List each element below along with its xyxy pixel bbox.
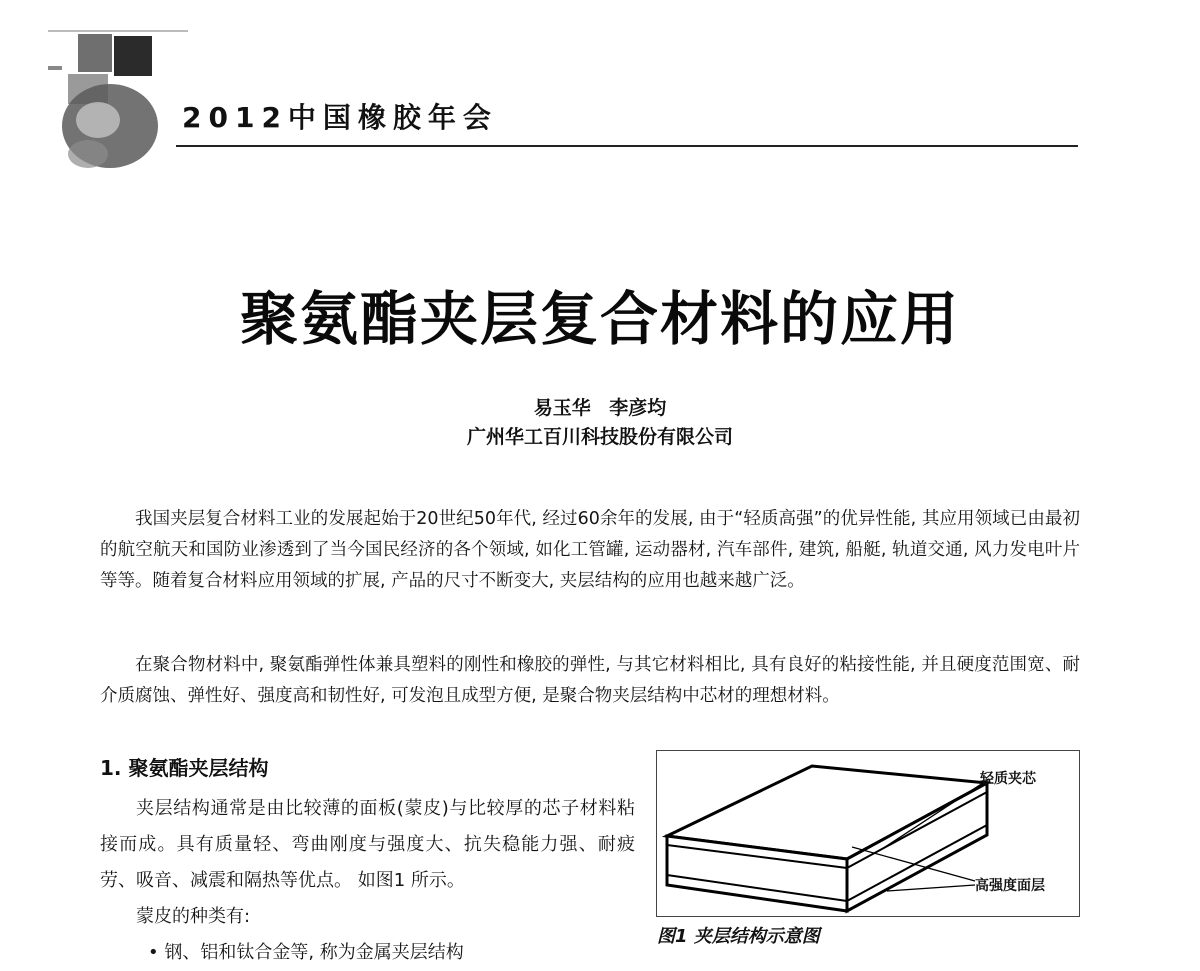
list-item: • 钢、铝和钛合金等, 称为金属夹层结构 (148, 942, 464, 963)
paper-title: 聚氨酯夹层复合材料的应用 (239, 285, 960, 353)
intro-paragraph: 我国夹层复合材料工业的发展起始于20世纪50年代, 经过60余年的发展, 由于“轻质高强”的优异性能, 其应用领域已由最初的航空航天和国防业渗透到了当今国民经济的各个领域, 如化工管罐, 运动器材, 汽车部件, 建筑, 船艇, 轨道交通, 风力发电叶片等等。随着复合材料应用领域的扩展, 产品的尺寸不断变大, 夹层结构的应用也越来越广泛。 (100, 509, 1080, 591)
figure-label-face: 高强度面层 (975, 878, 1045, 894)
figure-label-core: 轻质夹芯 (980, 771, 1036, 787)
affiliation: 广州华工百川科技股份有限公司 (466, 426, 733, 448)
authors: 易玉华 李彦均 (533, 397, 667, 419)
section-paragraph: 蒙皮的种类有: (136, 906, 251, 927)
section-heading: 1. 聚氨酯夹层结构 (100, 756, 269, 780)
figure-caption: 图1 夹层结构示意图 (657, 926, 820, 947)
intro-paragraph: 在聚合物材料中, 聚氨酯弹性体兼具塑料的刚性和橡胶的弹性, 与其它材料相比, 具有良好的粘接性能, 并且硬度范围宽、耐介质腐蚀、弹性好、强度高和韧性好, 可发泡且成型方便, 是聚合物夹层结构中芯材的理想材料。 (100, 655, 1080, 706)
sandwich-structure-figure (656, 750, 1080, 917)
header-divider (176, 145, 1078, 147)
header-decoration (48, 26, 198, 186)
section-paragraph: 夹层结构通常是由比较薄的面板(蒙皮)与比较厚的芯子材料粘接而成。具有质量轻、弯曲刚度与强度大、抗失稳能力强、耐疲劳、吸音、减震和隔热等优点。 如图1 所示。 (100, 798, 635, 891)
conference-header: 2012中国橡胶年会 (182, 101, 498, 134)
